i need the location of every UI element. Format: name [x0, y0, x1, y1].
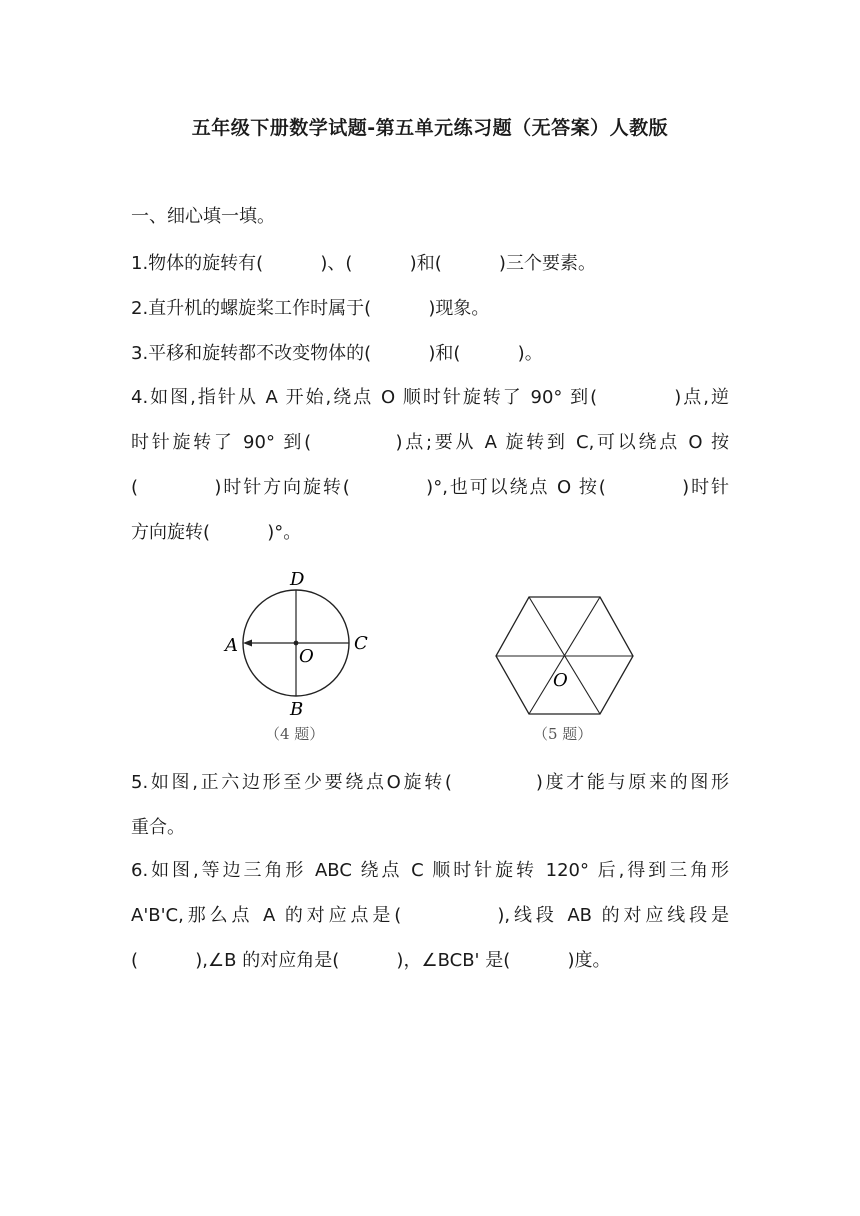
- question-1: 1.物体的旋转有( )、( )和( )三个要素。: [131, 253, 596, 274]
- label-a: A: [225, 635, 238, 656]
- question-4-line-3: ( )时针方向旋转( )°,也可以绕点 O 按( )时针: [131, 477, 729, 498]
- section-heading: 一、细心填一填。: [131, 206, 275, 227]
- question-6-line-2: A'B'C,那么点 A 的对应点是( ),线段 AB 的对应线段是: [131, 905, 729, 926]
- figure-5-caption: （5 题）: [533, 725, 593, 743]
- figure-5-hexagon: [490, 590, 640, 750]
- question-5-line-2: 重合。: [131, 817, 185, 838]
- question-4-line-2: 时针旋转了 90° 到( )点;要从 A 旋转到 C,可以绕点 O 按: [131, 432, 729, 453]
- hexagon-label-o: O: [553, 670, 568, 691]
- question-6-line-3: ( ),∠B 的对应角是( )，∠BCB' 是( )度。: [131, 950, 611, 971]
- figure-4-caption: （4 题）: [265, 725, 325, 743]
- label-d: D: [290, 569, 305, 590]
- figure-4-circle: [215, 565, 375, 747]
- question-5-line-1: 5.如图,正六边形至少要绕点O旋转( )度才能与原来的图形: [131, 772, 729, 793]
- question-3: 3.平移和旋转都不改变物体的( )和( )。: [131, 343, 543, 364]
- pointer-arrow-icon: [243, 640, 252, 647]
- question-2: 2.直升机的螺旋桨工作时属于( )现象。: [131, 298, 490, 319]
- label-o: O: [299, 646, 314, 667]
- question-6-line-1: 6.如图,等边三角形 ABC 绕点 C 顺时针旋转 120° 后,得到三角形: [131, 860, 729, 881]
- question-4-line-4: 方向旋转( )°。: [131, 522, 302, 543]
- label-b: B: [290, 699, 304, 720]
- label-c: C: [354, 633, 368, 654]
- question-4-line-1: 4.如图,指针从 A 开始,绕点 O 顺时针旋转了 90° 到( )点,逆: [131, 387, 729, 408]
- document-title: 五年级下册数学试题-第五单元练习题（无答案）人教版: [191, 117, 669, 139]
